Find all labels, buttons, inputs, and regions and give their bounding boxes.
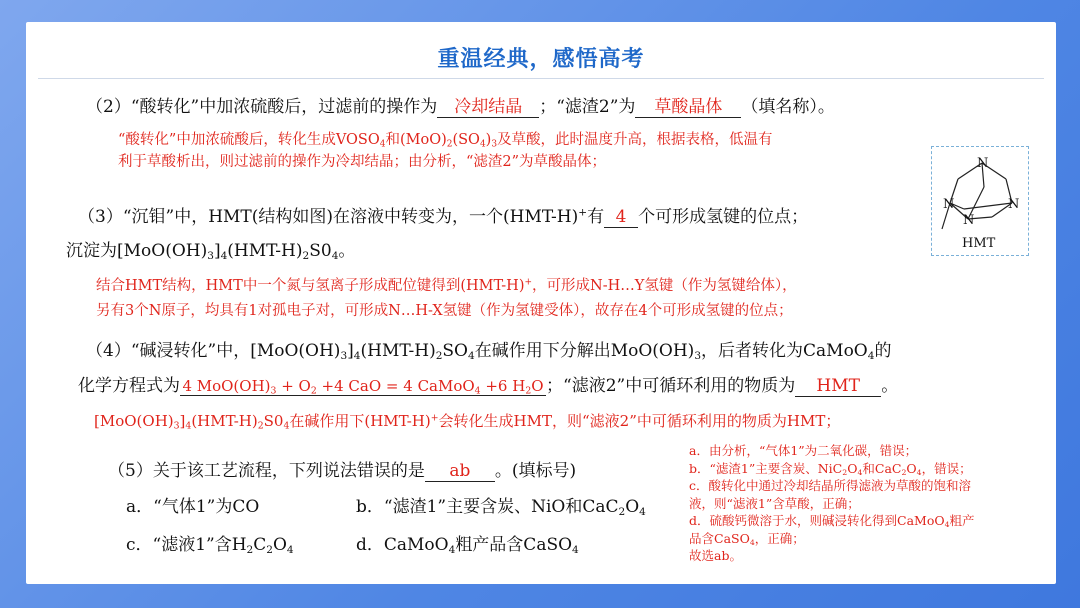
q3-question-line-1: （3）“沉钼”中，HMT(结构如图)在溶液中转变为，一个(HMT-H)+有 4 个可形成氢键的位点； (78, 206, 809, 227)
q4-explanation: $[MoO(OH)_3]_4(HMT-H)_2S0_4$在碱作用下(HMT-H)+会转化生成HMT，则“滤液2”中可循环利用的物质为HMT； (94, 412, 841, 432)
q3-question-line-2: 沉淀为$[MoO(OH)_3]_4(HMT-H)_2S0_4$。 (66, 241, 356, 262)
q5-explanation-d-2: 品含CaSO$_4$，正确； (689, 530, 805, 547)
q5-explanation-c-1: c．酸转化中通过冷却结晶所得滤液为草酸的饱和溶 (689, 478, 972, 493)
hmt-label: HMT (962, 236, 996, 251)
q4-question-line-2: 化学方程式为 4 $MoO(OH)_3 + O_2 +4$ CaO = 4 CaMoO$_4$ +6 $H_2O$ ；“滤液2”中可循环利用的物质为 HMT 。 (78, 376, 899, 397)
q5-option-b: b．“滤渣1”主要含炭、NiO和$CaC_2O_4$ (356, 497, 646, 518)
slide-card (26, 22, 1056, 584)
q2-explanation-line-2: 利于草酸析出，则过滤前的操作为冷却结晶；由分析，“滤渣2”为草酸晶体； (118, 154, 607, 170)
q5-explanation-panel (689, 442, 1049, 565)
q5-explanation-a: a．由分析，“气体1”为二氧化碳，错误； (689, 443, 918, 458)
q5-explanation-b: b．“滤渣1”主要含炭、$NiC_2O_4$和$CaC_2O_4$，错误； (689, 460, 972, 477)
q5-question: （5）关于该工艺流程，下列说法错误的是 ab 。(填标号) (108, 461, 577, 481)
q4-equation-answer: 4 $MoO(OH)_3 + O_2 +4$ CaO = 4 CaMoO$_4$ +6 $H_2O$ (180, 379, 546, 396)
hmt-atom-n-right: N (1008, 197, 1020, 212)
q5-option-c: c．“滤液1”含$H_2C_2O_4$ (126, 535, 294, 556)
q5-option-d: d．CaMoO$_4$粗产品含CaSO$_4$ (356, 535, 579, 556)
q2-answer-1: 冷却结晶 (437, 99, 539, 118)
hmt-structure-figure (931, 146, 1029, 256)
q5-answer: ab (425, 463, 495, 482)
q5-option-a: a．“气体1”为CO (126, 497, 260, 517)
q4-question-line-1: （4）“碱浸转化”中，$[MoO(OH)_3]_4(HMT-H)_2SO_4$在碱作用下分解出$MoO(OH)_3$，后者转化为CaMoO$_4$的 (86, 341, 892, 362)
q5-explanation-d-1: d．硫酸钙微溶于水，则碱浸转化得到CaMoO$_4$粗产 (689, 513, 975, 530)
q2-answer-2: 草酸晶体 (635, 99, 741, 118)
title-divider (38, 78, 1044, 79)
q5-explanation-conclusion: 故选ab。 (689, 548, 742, 563)
q5-explanation-c-2: 液，则“滤液1”含草酸，正确； (689, 495, 860, 511)
page-title: 重温经典，感悟高考 (437, 47, 645, 72)
hmt-atom-n-bottom: N (963, 213, 975, 228)
hmt-atom-n-top: N (977, 156, 989, 171)
q3-explanation-line-1: 结合HMT结构，HMT中一个氮与氢离子形成配位键得到(HMT-H)+，可形成N-H…Y氢键（作为氢键给体）， (96, 277, 797, 294)
q4-answer-2: HMT (795, 378, 881, 397)
hmt-molecule-diagram (932, 147, 1028, 255)
q3-explanation-line-2: 另有3个N原子，均具有1对孤电子对，可形成N…H-X氢键（作为氢键受体），故存在4个可形成氢键的位点； (96, 303, 793, 319)
q2-explanation-line-1: “酸转化”中加浓硫酸后，转化生成$VOSO_4$和$(MoO)_2(SO_4)_3$及草酸，此时温度升高，根据表格，低温有 (118, 132, 773, 150)
q2-question: （2）“酸转化”中加浓硫酸后，过滤前的操作为 冷却结晶 ；“滤渣2”为 草酸晶体 （填名称）。 (86, 97, 835, 117)
q3-answer: 4 (604, 209, 638, 228)
hmt-atom-n-left: N (943, 197, 955, 212)
